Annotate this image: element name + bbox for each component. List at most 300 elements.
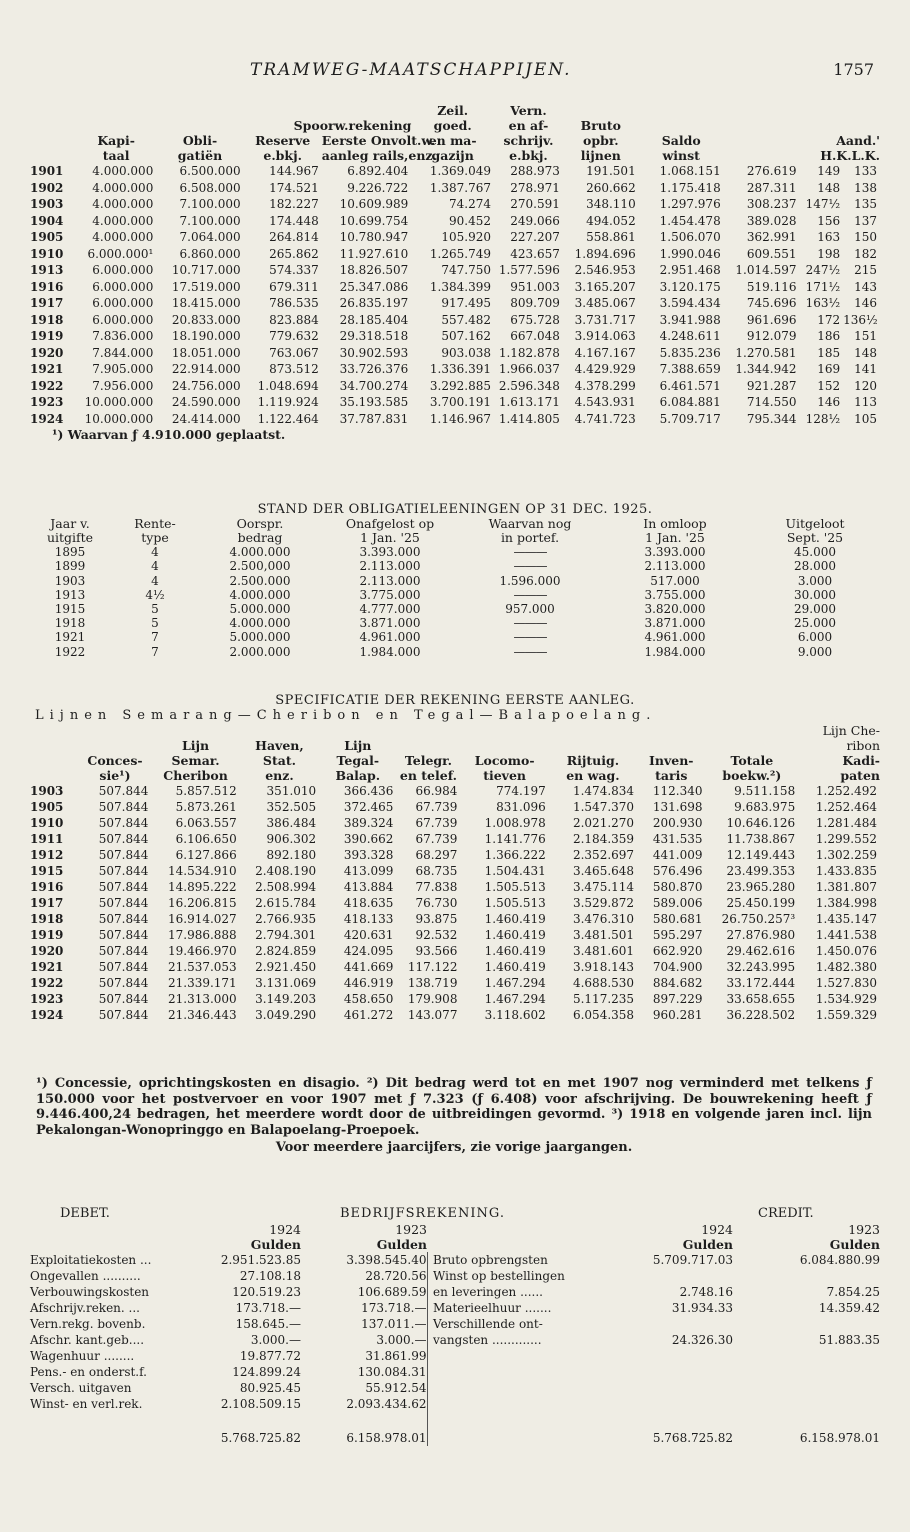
table-cell: 6.000.000 — [92, 279, 154, 294]
table-cell: 3.871.000 — [359, 616, 421, 631]
column-header: Rente- — [134, 516, 176, 532]
table-cell: 420.631 — [343, 928, 394, 942]
table-cell: 2.508.994 — [255, 880, 317, 894]
column-header — [30, 723, 79, 738]
table-cell: 494.052 — [586, 213, 636, 228]
credit-amount-1924: 2.748.16 — [679, 1285, 733, 1299]
table-cell: 774.197 — [496, 784, 546, 798]
credit-amount-1924 — [633, 1348, 733, 1364]
table-cell: 1.299.552 — [815, 832, 877, 846]
table-row — [30, 799, 880, 815]
table-cell: 1.068.151 — [659, 164, 721, 178]
credit-amount-1923: 6.084.880.99 — [799, 1253, 880, 1267]
table-cell: 148 — [854, 345, 877, 360]
table-cell: 191.501 — [586, 164, 636, 178]
table-cell: 76.730 — [415, 896, 458, 910]
column-header — [637, 723, 705, 738]
column-header — [637, 738, 705, 753]
table-cell: 1899 — [54, 559, 86, 574]
table-cell: 33.172.444 — [726, 976, 796, 990]
table-cell: 458.650 — [343, 992, 394, 1006]
table-cell: 23.965.280 — [726, 880, 796, 894]
table-cell: 171½ — [805, 279, 841, 294]
table-cell: 308.237 — [746, 197, 797, 211]
table-cell: 884.682 — [652, 976, 703, 990]
column-header: taal — [102, 148, 130, 163]
debit-label: Wagenhuur ........ — [30, 1349, 135, 1363]
table-cell: 10.780.947 — [339, 230, 409, 244]
column-header — [151, 723, 239, 738]
table-cell: 873.512 — [269, 362, 319, 376]
column-header: Inven- — [649, 753, 694, 768]
table-cell: 1.014.597 — [735, 263, 797, 277]
table-row — [30, 783, 880, 799]
table-cell: 441.009 — [652, 848, 703, 862]
table-header — [30, 517, 880, 545]
table-cell: 4.961.000 — [359, 630, 421, 645]
table-cell: 3.149.203 — [255, 992, 317, 1006]
table-row — [30, 246, 880, 263]
year-cell: 1919 — [30, 329, 64, 343]
header-row — [30, 723, 880, 738]
table-cell: 19.466.970 — [167, 944, 237, 958]
table-cell: 131.698 — [652, 800, 703, 814]
debit-amount-1924: 80.925.45 — [239, 1381, 301, 1395]
debit-amount-1923: 31.861.99 — [365, 1349, 427, 1363]
table-cell: 1.467.294 — [484, 976, 546, 990]
table-row — [30, 1396, 880, 1412]
year-cell: 1921 — [30, 960, 64, 974]
table-cell: 903.038 — [441, 345, 491, 360]
table-cell: 6.461.571 — [659, 378, 721, 393]
table-cell: 4.378.299 — [574, 378, 636, 393]
table-cell: 1.441.538 — [815, 928, 877, 942]
debit-amount-1924: 173.718.— — [235, 1301, 301, 1315]
table-cell: 675.728 — [510, 312, 560, 327]
debit-amount-1923: 106.689.59 — [357, 1285, 427, 1299]
table-cell: 2.794.301 — [255, 928, 317, 942]
table-cell: 1.482.380 — [815, 960, 877, 974]
table-cell: 7.064.000 — [179, 230, 241, 244]
table-cell: 264.814 — [269, 230, 319, 244]
table-cell: 1.450.076 — [815, 944, 877, 958]
table-cell: 4.248.611 — [659, 329, 721, 343]
table-row — [30, 1316, 880, 1332]
table-cell: 14.534.910 — [167, 864, 237, 878]
header-row — [30, 768, 880, 783]
column-header: Semar. — [171, 753, 220, 768]
table-cell: 9.226.722 — [347, 180, 409, 195]
table-cell: 3.731.717 — [574, 312, 636, 327]
table-cell: 1.527.830 — [815, 976, 877, 990]
column-header — [705, 723, 798, 738]
debit-total-1923: 6.158.978.01 — [346, 1431, 427, 1445]
table-cell: 4½ — [145, 587, 165, 602]
table-cell: 30.000 — [794, 587, 836, 602]
table-cell: 45.000 — [794, 545, 836, 560]
column-header: in portef. — [500, 530, 560, 546]
table-cell: 22.914.000 — [171, 362, 241, 376]
table-cell: 6.000 — [797, 630, 833, 645]
credit-amount-1924: 5.709.717.03 — [652, 1253, 733, 1267]
table-cell: 3.914.063 — [574, 329, 636, 343]
column-header: Gulden — [250, 1237, 301, 1252]
column-header — [240, 723, 319, 738]
table-cell: 21.537.053 — [167, 960, 237, 974]
column-header: tieven — [483, 768, 526, 783]
table-cell: 66.984 — [415, 784, 458, 798]
column-header: Waarvan nog — [488, 516, 572, 532]
table-cell: 18.826.507 — [339, 263, 409, 277]
table-cell: 3.755.000 — [644, 587, 706, 602]
table-row — [30, 602, 880, 616]
table-cell: 4.000.000 — [92, 180, 154, 195]
table-cell: 5 — [151, 616, 159, 631]
table-row — [30, 180, 880, 197]
table-cell: 25.450.199 — [726, 896, 796, 910]
table-cell: 1.119.924 — [257, 395, 319, 409]
table-cell: 200.930 — [652, 816, 703, 830]
year-cell: 1912 — [30, 848, 64, 862]
table-row — [30, 991, 880, 1007]
running-title: TRAMWEG-MAATSCHAPPIJEN. — [250, 60, 572, 80]
column-header: lijnen — [580, 148, 621, 163]
table-cell: 424.095 — [343, 944, 394, 958]
table-cell: 128½ — [805, 411, 841, 426]
table-cell: 10.646.126 — [726, 816, 796, 830]
credit-amount-1924 — [633, 1364, 733, 1380]
table-cell: 1921 — [54, 630, 86, 645]
column-header: Jaar v. — [50, 516, 90, 532]
column-header: 1923 — [848, 1222, 880, 1237]
column-header: paten — [840, 768, 880, 783]
table-cell: 413.099 — [343, 864, 394, 878]
year-cell: 1918 — [30, 312, 64, 327]
table-cell: 4.777.000 — [359, 602, 421, 617]
table-cell: ——— — [513, 559, 547, 574]
table-caption: BEDRIJFSREKENING. — [340, 1206, 505, 1221]
table-cell: 276.619 — [746, 164, 797, 178]
table-row — [30, 815, 880, 831]
table-cell: 136½ — [843, 312, 878, 327]
table-cell: 786.535 — [269, 296, 319, 310]
table-cell: 260.662 — [586, 180, 636, 195]
table-cell: 23.499.353 — [726, 864, 796, 878]
column-header: en telef. — [399, 768, 457, 783]
column-header: opbr. — [583, 133, 619, 148]
table-caption: SPECIFICATIE DER REKENING EERSTE AANLEG. — [275, 693, 635, 708]
credit-amount-1924 — [633, 1396, 733, 1412]
footnote-text: ¹) Concessie, oprichtingskosten en disagio. ²) Dit bedrag werd tot en met 1907 nog verminderd met telkens ƒ 150.000 voor het postvervoer en voor 1907 met ƒ 7.323 (ƒ 6.408) voor afschrijving. De bouwrekening heeft ƒ 9.446.400,24 bedragen, het meerdere wordt door de uitbreidingen gevormd. ³) 1918 en volgende jaren incl. lijn Pekalongan-Wonopringgo en Balapoelang-Proepoek. — [36, 1076, 872, 1138]
credit-amount-1923 — [733, 1316, 880, 1332]
table-cell: 1.435.147 — [815, 912, 877, 926]
table-cell: 4.167.167 — [574, 345, 636, 360]
credit-amount-1924 — [633, 1268, 733, 1284]
table-cell: 26.750.257³ — [721, 912, 796, 926]
table-cell: 6.000.000 — [92, 296, 154, 310]
table-cell: 2.615.784 — [255, 896, 317, 910]
debit-amount-1923: 28.720.56 — [365, 1269, 427, 1283]
credit-amount-1923 — [733, 1348, 880, 1364]
table-cell: 34.700.274 — [339, 378, 409, 393]
operating-account-table — [30, 1206, 880, 1446]
table-cell: 951.003 — [510, 279, 560, 294]
table-row — [30, 1268, 880, 1284]
column-header: goed. — [433, 118, 472, 133]
column-header: Conces- — [87, 753, 143, 768]
debit-amount-1924: 158.645.— — [235, 1317, 301, 1331]
table-cell: 1.281.484 — [815, 816, 877, 830]
year-cell: 1922 — [30, 976, 64, 990]
table-cell: 4 — [151, 559, 159, 574]
table-cell: 93.566 — [415, 944, 458, 958]
column-header: Sept. '25 — [786, 530, 844, 546]
table-cell: 3.292.885 — [429, 378, 491, 393]
table-cell: 961.696 — [746, 312, 797, 327]
table-cell: 12.149.443 — [726, 848, 796, 862]
table-cell: 1.252.464 — [815, 800, 877, 814]
table-row — [30, 262, 880, 279]
table-cell: 366.436 — [343, 784, 394, 798]
table-cell: 7.905.000 — [92, 362, 154, 376]
year-cell: 1905 — [30, 800, 64, 814]
table-cell: 92.532 — [415, 928, 458, 942]
header-row — [30, 753, 880, 768]
table-row — [30, 831, 880, 847]
table-cell: 4.000.000 — [92, 164, 154, 178]
table-row — [30, 196, 880, 213]
table-cell: 4.000.000 — [92, 197, 154, 211]
column-header: type — [141, 530, 169, 546]
table-cell: 580.681 — [652, 912, 703, 926]
year-cell: 1920 — [30, 345, 64, 360]
column-header: Telegr. — [404, 753, 452, 768]
debit-amount-1923: 130.084.31 — [357, 1365, 427, 1379]
table-cell: 1.366.222 — [484, 848, 546, 862]
table-cell: 16.206.815 — [167, 896, 237, 910]
table-cell: 795.344 — [746, 411, 797, 426]
table-cell: 4.688.530 — [572, 976, 635, 990]
year-cell: 1905 — [30, 230, 64, 244]
table-cell: 2.113.000 — [359, 573, 421, 588]
table-cell: 3.871.000 — [644, 616, 706, 631]
table-cell: 809.709 — [510, 296, 560, 310]
table-cell: 1.384.399 — [429, 279, 491, 294]
table-cell: 4.543.931 — [574, 395, 636, 409]
table-cell: 957.000 — [505, 602, 555, 617]
table-cell: 6.127.866 — [175, 848, 237, 862]
table-cell: 2.546.953 — [574, 263, 636, 277]
table-cell: 362.991 — [746, 230, 797, 244]
table-cell: 1.596.000 — [499, 573, 561, 588]
table-cell: 413.884 — [343, 880, 394, 894]
column-header: gazijn — [431, 148, 474, 163]
table-cell: 1.122.464 — [257, 411, 319, 426]
table-cell: 679.311 — [269, 279, 319, 294]
table-row — [30, 1348, 880, 1364]
year-cell: 1915 — [30, 864, 64, 878]
credit-amount-1924: 31.934.33 — [671, 1301, 733, 1315]
table-cell: 386.484 — [266, 816, 317, 830]
table-cell: 1.381.807 — [815, 880, 877, 894]
table-row — [30, 959, 880, 975]
credit-label: Bruto opbrengsten — [433, 1253, 548, 1267]
table-cell: 390.662 — [343, 832, 394, 846]
table-cell: 105.920 — [441, 230, 491, 244]
table-cell: 507.844 — [98, 848, 149, 862]
table-row — [30, 163, 880, 180]
column-header — [30, 738, 79, 753]
debit-amount-1924: 2.951.523.85 — [220, 1253, 301, 1267]
column-header — [319, 723, 396, 738]
credit-label — [433, 1380, 633, 1396]
table-cell: ——— — [513, 644, 547, 659]
table-cell: 2.824.859 — [255, 944, 317, 958]
table-cell: 609.551 — [746, 246, 797, 261]
year-cell: 1924 — [30, 1008, 64, 1022]
credit-label — [433, 1364, 633, 1380]
table-cell: ——— — [513, 545, 547, 560]
table-cell: 2.500.000 — [229, 573, 291, 588]
table-cell: 461.272 — [343, 1008, 394, 1022]
table-cell: 1.414.805 — [498, 411, 560, 426]
table-cell: 2.184.359 — [572, 832, 635, 846]
table-cell: 1.474.834 — [572, 784, 635, 798]
table-cell: 2.596.348 — [498, 378, 560, 393]
credit-label: Materieelhuur ....... — [433, 1301, 552, 1315]
year-cell: 1902 — [30, 180, 64, 195]
table-cell: 9.683.975 — [734, 800, 796, 814]
table-row — [30, 630, 880, 644]
table-cell: 3.465.648 — [572, 864, 635, 878]
table-cell: 3.481.501 — [572, 928, 635, 942]
table-cell: 11.927.610 — [339, 246, 409, 261]
table-cell: 1.460.419 — [484, 912, 546, 926]
table-cell: 2.000.000 — [229, 644, 291, 659]
header-row — [30, 133, 880, 148]
table-cell: 133 — [854, 164, 877, 178]
table-row — [30, 574, 880, 588]
table-cell: 147½ — [805, 197, 841, 211]
column-header: Oorspr. — [236, 516, 284, 532]
table-cell: 1.504.431 — [484, 864, 546, 878]
credit-amount-1923: 14.359.42 — [818, 1301, 880, 1315]
table-cell: 4.000.000 — [229, 545, 291, 560]
column-header: Onafgelost op — [345, 516, 435, 532]
table-cell: 4.000.000 — [92, 213, 154, 228]
table-cell: 745.696 — [746, 296, 797, 310]
credit-label — [433, 1348, 633, 1364]
column-header: Eerste Onvolt.w. — [321, 133, 436, 148]
column-header — [30, 753, 79, 768]
table-cell: 557.482 — [441, 312, 491, 327]
table-cell: 5.835.236 — [659, 345, 721, 360]
column-header — [30, 768, 79, 783]
table-cell: 2.113.000 — [644, 559, 706, 574]
table-cell: 6.106.650 — [175, 832, 237, 846]
table-cell: 667.048 — [510, 329, 560, 343]
table-cell: 507.844 — [98, 992, 149, 1006]
table-cell: 3.941.988 — [659, 312, 721, 327]
table-cell: 418.635 — [343, 896, 394, 910]
table-cell: 29.318.518 — [339, 329, 409, 343]
table-cell: 198 — [817, 246, 841, 261]
table-cell: 3.131.069 — [255, 976, 317, 990]
table-cell: 3.594.434 — [659, 296, 721, 310]
table-row — [30, 378, 880, 395]
column-header: Uitgeloot — [785, 516, 845, 532]
debit-amount-1924: 2.108.509.15 — [220, 1397, 301, 1411]
table-cell: 10.609.989 — [339, 197, 409, 211]
table-cell: 6.000.000¹ — [87, 246, 154, 261]
column-header: bedrag — [237, 530, 283, 546]
credit-label — [433, 1396, 633, 1412]
table-cell: 351.010 — [266, 784, 317, 798]
table-cell: 28.000 — [794, 559, 836, 574]
table-cell: 18.415.000 — [171, 296, 241, 310]
column-header: H.K.L.K. — [820, 148, 880, 163]
table-cell: 11.738.867 — [726, 832, 796, 846]
table-cell: 1.433.835 — [815, 864, 877, 878]
column-header: sie¹) — [99, 768, 131, 783]
table-cell: 10.717.000 — [171, 263, 241, 277]
credit-label: Verschillende ont- — [433, 1317, 543, 1331]
table-cell: 507.844 — [98, 784, 149, 798]
year-cell: 1910 — [30, 246, 64, 261]
table-cell: 4.429.929 — [574, 362, 636, 376]
table-cell: 18.190.000 — [171, 329, 241, 343]
debit-label: Afschrijv.reken. ... — [30, 1301, 140, 1315]
credit-total-1924: 5.768.725.82 — [652, 1431, 733, 1445]
column-header: Vern. — [510, 103, 547, 118]
table-cell: 662.920 — [652, 944, 703, 958]
table-cell: 144.967 — [269, 164, 319, 178]
header-row — [30, 517, 880, 531]
table-row — [30, 895, 880, 911]
table-cell: 763.067 — [269, 345, 319, 360]
table-cell: 249.066 — [510, 213, 560, 228]
note-previous-years: Voor meerdere jaarcijfers, zie vorige jaargangen. — [275, 1140, 633, 1155]
table-cell: 507.844 — [98, 976, 149, 990]
table-cell: 4.961.000 — [644, 630, 706, 645]
table-cell: 393.328 — [343, 848, 394, 862]
column-header: aanleg rails,enz. — [321, 148, 437, 163]
table-cell: 823.884 — [269, 312, 319, 327]
table-cell: 182.227 — [269, 197, 319, 211]
year-cell: 1923 — [30, 395, 64, 409]
year-cell: 1904 — [30, 213, 64, 228]
table-body — [30, 783, 880, 1023]
table-cell: 2.500,000 — [229, 559, 291, 574]
column-header: 1 Jan. '25 — [645, 530, 705, 546]
table-row — [30, 545, 880, 559]
table-cell: 6.892.404 — [347, 164, 409, 178]
year-cell: 1918 — [30, 912, 64, 926]
column-header: Kapi- — [97, 133, 135, 148]
table-cell: 1.984.000 — [359, 644, 421, 659]
column-header — [396, 738, 460, 753]
column-header — [549, 738, 637, 753]
table-cell: 3.475.114 — [572, 880, 635, 894]
column-header: Gulden — [376, 1237, 427, 1252]
table-cell: 2.113.000 — [359, 559, 421, 574]
table-cell: 6.084.881 — [659, 395, 721, 409]
table-cell: 68.735 — [415, 864, 458, 878]
table-cell: 172 — [817, 312, 841, 327]
credit-amount-1923 — [733, 1380, 880, 1396]
header-row — [30, 531, 880, 545]
column-header: Lijn — [181, 738, 210, 753]
